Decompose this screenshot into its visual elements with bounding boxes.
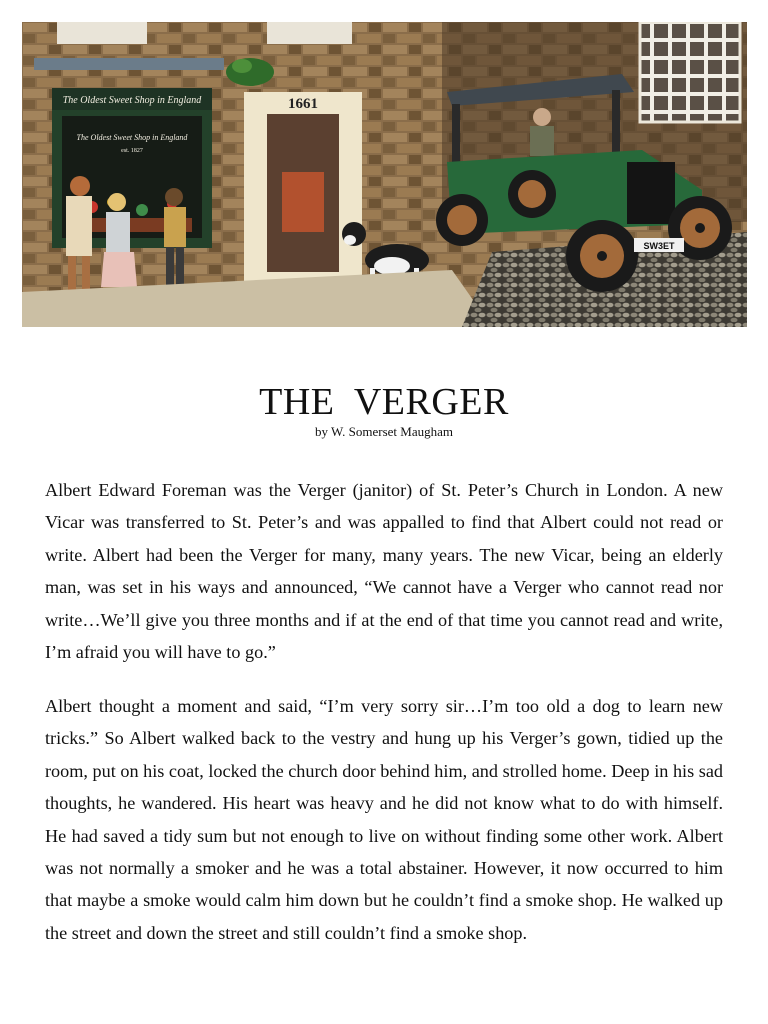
illustration-sweet-shop xyxy=(22,22,747,327)
window-est: est. 1827 xyxy=(121,148,143,154)
window-lettering: The Oldest Sweet Shop in England xyxy=(76,133,188,142)
door-year: 1661 xyxy=(288,96,318,112)
paragraph-1: Albert Edward Foreman was the Verger (janitor) of St. Peter’s Church in London. A new Vicar was transferred to St. Peter’s and was appalled to find that Albert could not read or write. Albert had been the Verger for many, many years. The new Vicar, being an elderly man, was set in his ways and announced, “We cannot have a Verger who cannot read nor write…We’ll give you three months and if at the end of that time you cannot read and write, I’m afraid you will have to go.” xyxy=(45,480,723,663)
shop-sign-text: The Oldest Sweet Shop in England xyxy=(62,95,202,106)
window-grid xyxy=(640,22,740,122)
license-plate: SW3ET xyxy=(643,241,675,251)
page-title: THE VERGER xyxy=(259,381,509,423)
paragraph-2: Albert thought a moment and said, “I’m very sorry sir…I’m too old a dog to learn new tricks.” So Albert walked back to the vestry and hung up his Verger’s gown, tidied up the room, put on his coat, locked the church door behind him, and strolled home. Deep in his sad thoughts, he wandered. His heart was heavy and he did not know what to do with himself. He had saved a tidy sum but not enough to live on without finding some other work. Albert was not normally a smoker and he was a total abstainer. However, it now occurred to him that maybe a smoke would calm him down but he couldn’t find a smoke shop. He walked up the street and down the street and still couldn’t find a smoke shop. xyxy=(45,696,723,943)
byline: by W. Somerset Maugham xyxy=(315,424,453,439)
